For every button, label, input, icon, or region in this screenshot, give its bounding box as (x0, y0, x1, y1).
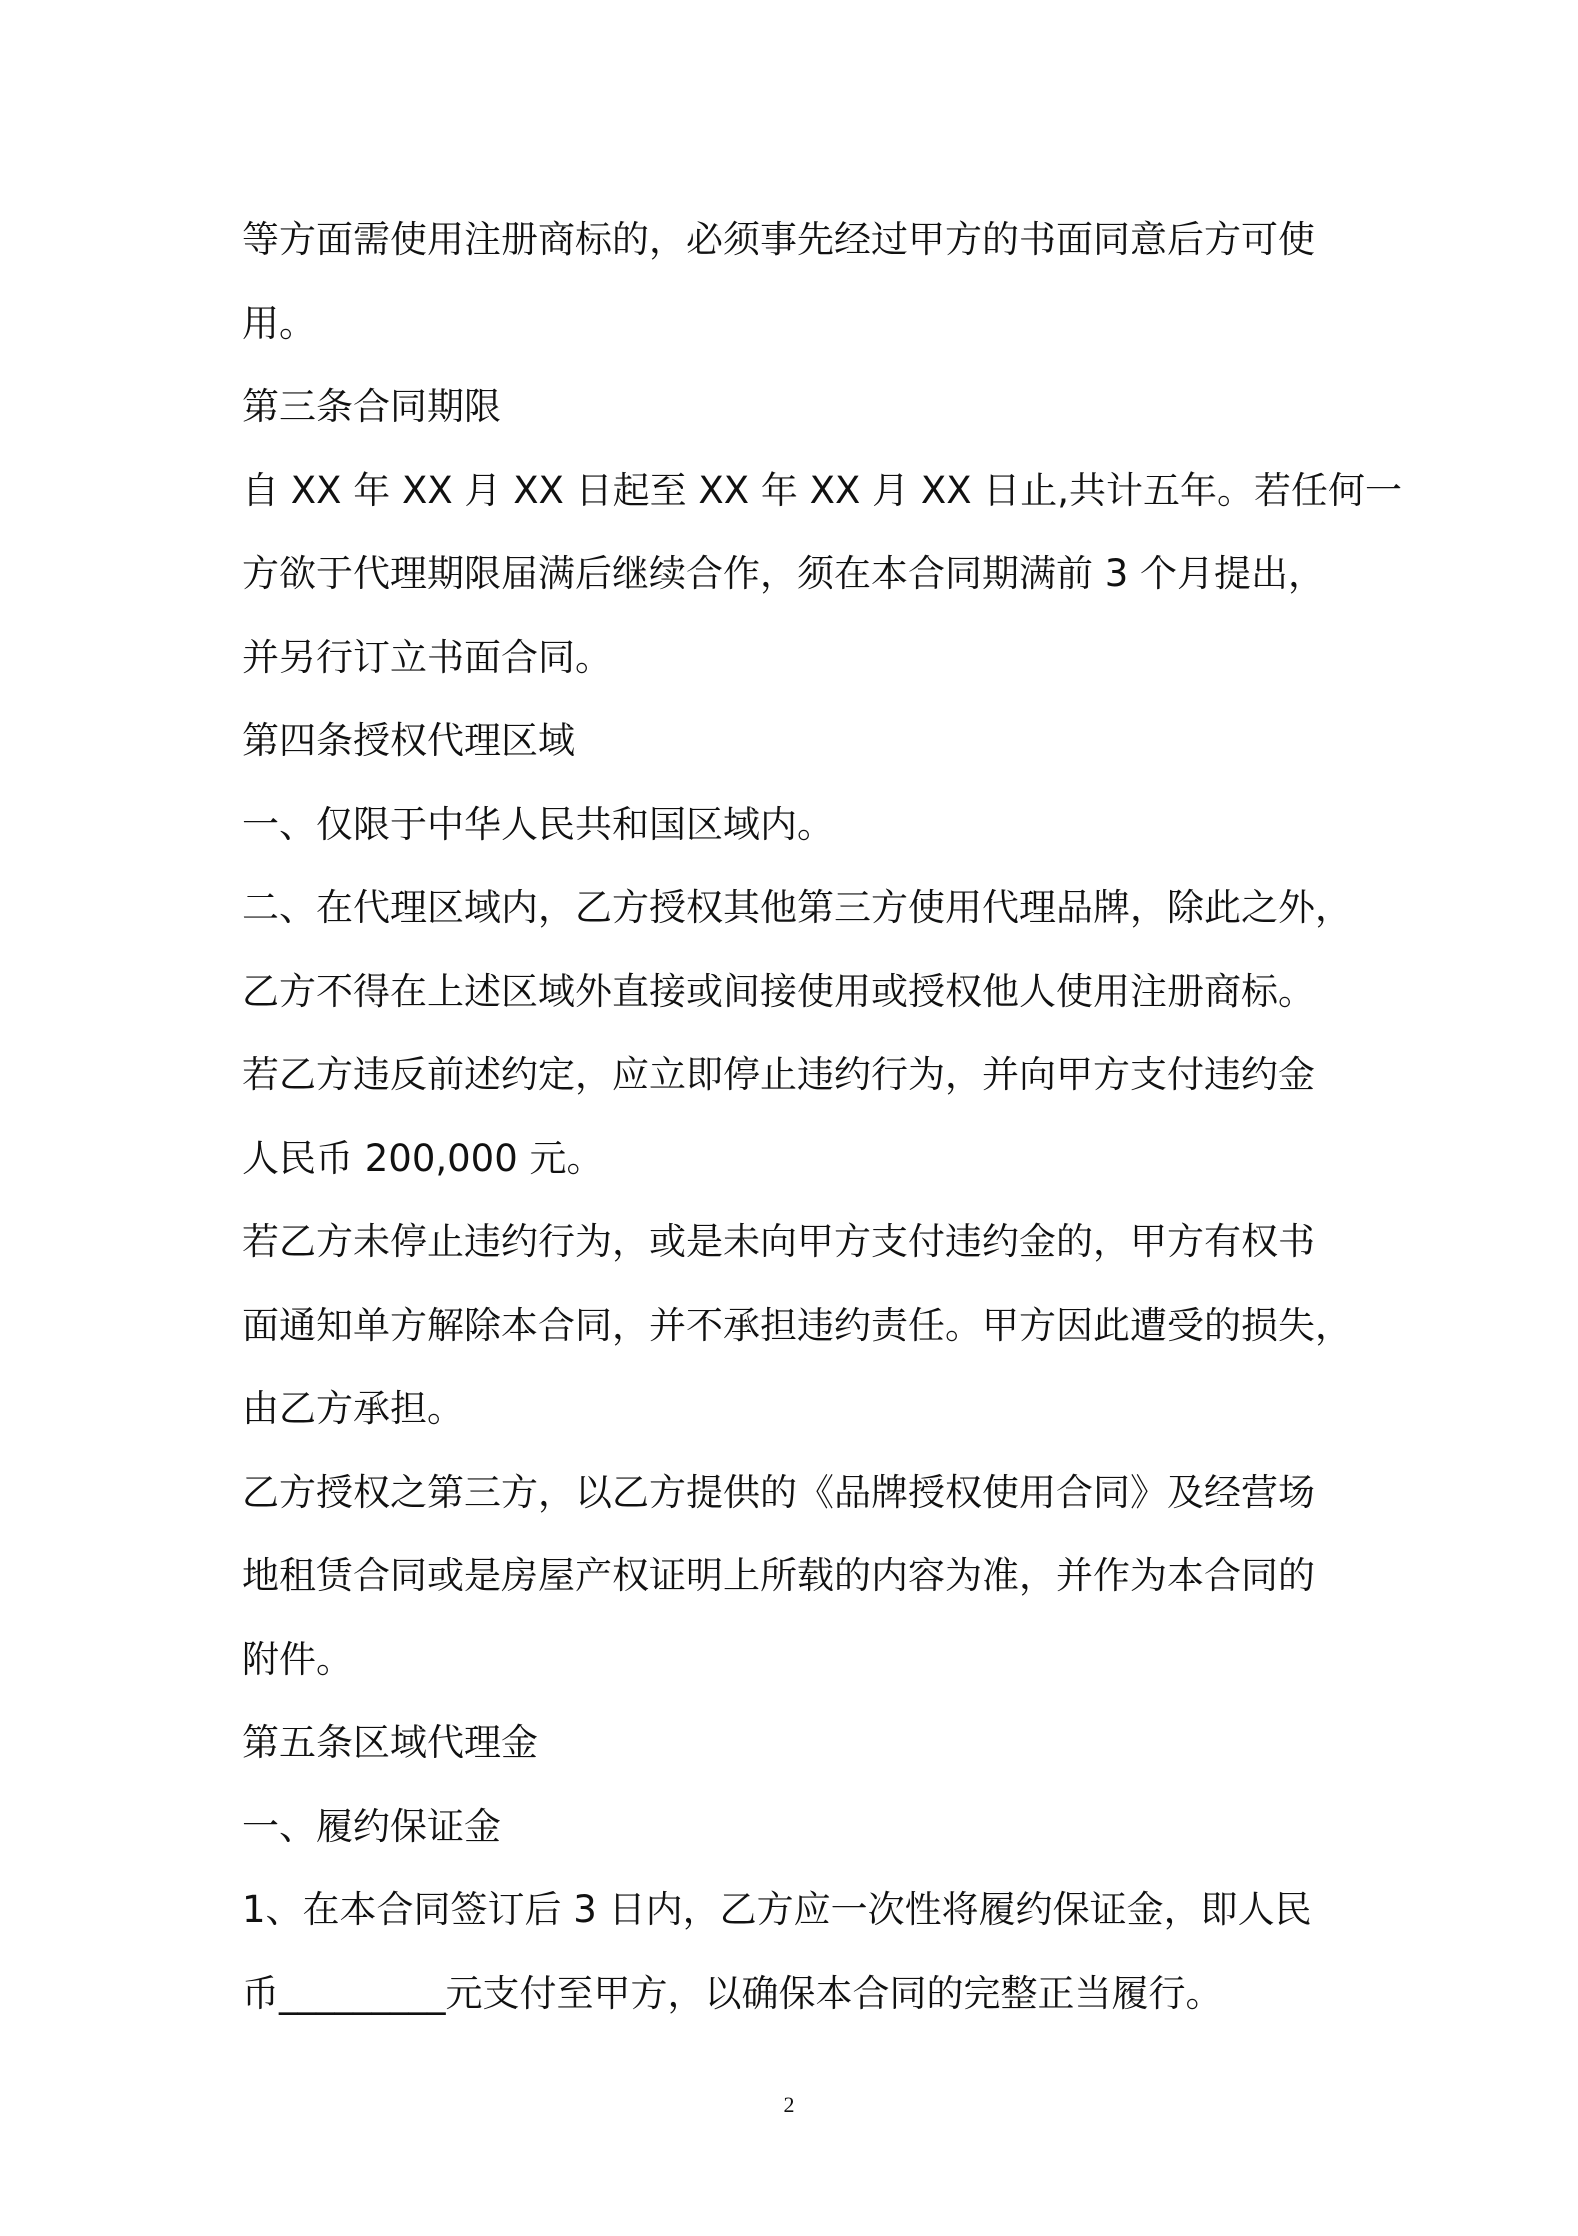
document-body (242, 198, 1403, 2035)
text-line: 1、在本合同签订后 3 日内，乙方应一次性将履约保证金，即人民 (242, 1888, 1312, 1931)
text-line: 若乙方未停止违约行为，或是未向甲方支付违约金的，甲方有权书 (242, 1220, 1315, 1263)
text-line: 乙方授权之第三方，以乙方提供的《品牌授权使用合同》及经营场 (242, 1470, 1315, 1514)
text-line: 二、在代理区域内，乙方授权其他第三方使用代理品牌，除此之外， (242, 886, 1352, 929)
text-line: 并另行订立书面合同。 (242, 635, 612, 679)
text-line: 由乙方承担。 (242, 1387, 464, 1430)
text-line: 币_________元支付至甲方，以确保本合同的完整正当履行。 (242, 1971, 1223, 2015)
subsection-heading: 一、履约保证金 (242, 1804, 501, 1848)
text-line: 人民币 200,000 元。 (242, 1136, 604, 1180)
text-line: 自 XX 年 XX 月 XX 日起至 XX 年 XX 月 XX 日止,共计五年。若任何一 (242, 468, 1403, 512)
section-heading: 第五条区域代理金 (242, 1721, 538, 1764)
section-heading: 第四条授权代理区域 (242, 719, 575, 762)
text-line: 附件。 (242, 1637, 353, 1681)
text-line: 地租赁合同或是房屋产权证明上所载的内容为准，并作为本合同的 (242, 1554, 1315, 1597)
text-line: 一、仅限于中华人民共和国区域内。 (242, 802, 834, 846)
text-line: 面通知单方解除本合同，并不承担违约责任。甲方因此遭受的损失， (242, 1303, 1352, 1347)
section-heading: 第三条合同期限 (242, 385, 501, 428)
page-number: 2 (783, 2092, 795, 2117)
text-line: 用。 (242, 301, 316, 345)
text-line: 若乙方违反前述约定，应立即停止违约行为，并向甲方支付违约金 (242, 1053, 1315, 1096)
text-line: 方欲于代理期限届满后继续合作，须在本合同期满前 3 个月提出， (242, 552, 1326, 595)
text-line: 等方面需使用注册商标的，必须事先经过甲方的书面同意后方可使 (242, 218, 1315, 261)
text-line: 乙方不得在上述区域外直接或间接使用或授权他人使用注册商标。 (242, 969, 1315, 1013)
